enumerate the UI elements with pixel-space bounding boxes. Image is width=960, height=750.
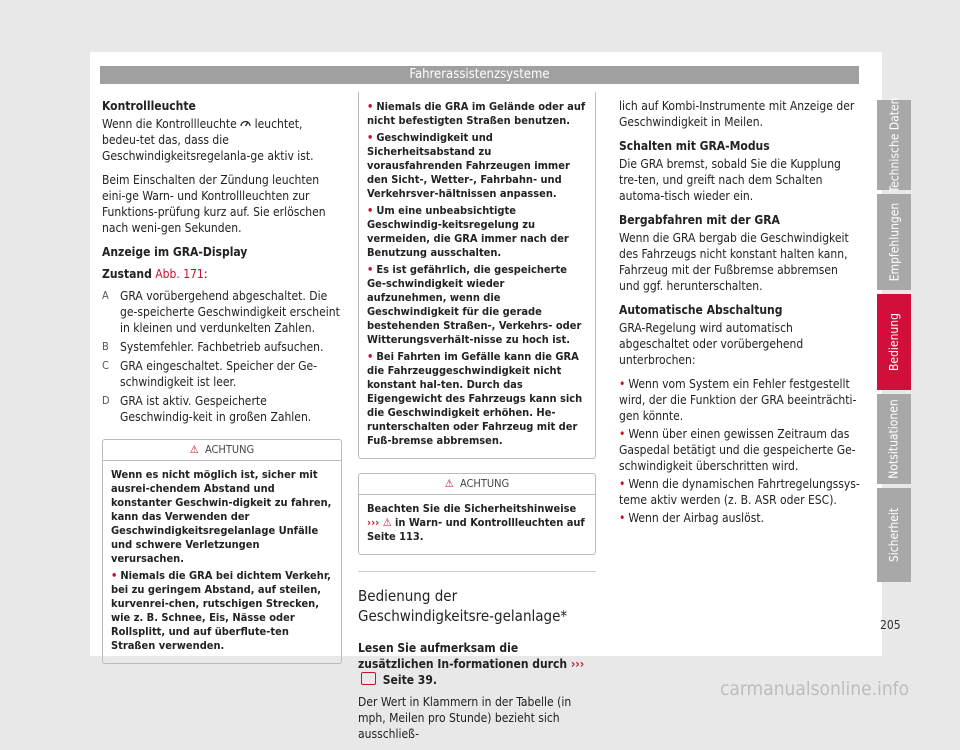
warning-intro: Wenn es nicht möglich ist, sicher mit ausrei-chendem Abstand und konstanter Geschwin-digkeit zu fahren, kann das Verwenden der Geschwindigkeitsregelanlage Unfälle und schwere Verletzungen verursachen. xyxy=(111,468,332,565)
warning-triangle-icon: ⚠ xyxy=(444,477,454,490)
column-3 xyxy=(619,98,861,534)
warning-box-continued xyxy=(358,92,596,459)
bullet-icon: • xyxy=(619,377,626,391)
warning-bullets xyxy=(359,92,595,458)
state-item-b: B Systemfehler. Fachbetrieb aufsuchen. xyxy=(102,340,324,354)
col3-paragraph-1: lich auf Kombi-Instrumente mit Anzeige der Geschwindigkeit in Meilen. xyxy=(619,99,855,129)
kontroll-paragraph-1: Wenn die Kontrollleuchte leuchtet, bedeu-tet das, dass die Geschwindigkeitsregelanla-ge aktiv ist. xyxy=(102,117,314,163)
watermark: carmanualsonline.info xyxy=(720,678,910,700)
col3-paragraph-4: GRA-Regelung wird automatisch abgeschaltet oder vorübergehend unterbrochen: xyxy=(619,321,804,367)
lesen-paragraph: Lesen Sie aufmerksam die zusätzlichen In-formationen durch ››› Seite 39. xyxy=(358,641,585,687)
warning-bullet: • Niemals die GRA im Gelände oder auf nicht befestigten Straßen benutzen. xyxy=(367,100,586,127)
warning-triangle-icon: ⚠ xyxy=(382,516,392,529)
tab-sicherheit[interactable]: Sicherheit xyxy=(877,488,911,582)
column-2 xyxy=(358,98,596,750)
wert-paragraph: Der Wert in Klammern in der Tabelle (in mph, Meilen pro Stunde) bezieht sich ausschließ- xyxy=(358,695,572,741)
section-title: Bedienung der Geschwindigkeitsre-gelanlage* xyxy=(358,587,568,625)
warning-body xyxy=(103,461,341,663)
warning-box-1 xyxy=(102,439,342,664)
page-number: 205 xyxy=(880,618,901,632)
tab-bedienung[interactable]: Bedienung xyxy=(877,294,911,390)
warning-header: ⚠ ACHTUNG xyxy=(359,474,595,495)
kontroll-paragraph-2: Beim Einschalten der Zündung leuchten eini-ge Warn- und Kontrollleuchten zur Funktions-prüfung kurz auf. Sie erlöschen nach weni-gen Sekunden. xyxy=(102,173,326,235)
column-1 xyxy=(102,98,342,664)
kontroll-title: Kontrollleuchte xyxy=(102,99,196,113)
col3-bullet: • Wenn die dynamischen Fahrtregelungssys-teme aktiv werden (z. B. ASR oder ESC). xyxy=(619,477,860,507)
state-item-a: A GRA vorübergehend abgeschaltet. Die ge-speicherte Geschwindigkeit erscheint in kleinen und verdunkelten Zahlen. xyxy=(102,289,340,335)
tab-notsituationen[interactable]: Notsituationen xyxy=(877,394,911,484)
tab-empfehlungen[interactable]: Empfehlungen xyxy=(877,194,911,290)
figure-reference-link[interactable]: Abb. 171 xyxy=(155,267,204,281)
tab-technische-daten[interactable]: Technische Daten xyxy=(877,100,911,190)
page-header: Fahrerassistenzsysteme xyxy=(100,66,859,84)
bergab-title: Bergabfahren mit der GRA xyxy=(619,213,780,227)
warning-bullet: • Geschwindigkeit und Sicherheitsabstand zu vorausfahrenden Fahrzeugen immer den Sicht-, Wetter-, Fahrbahn- und Verkehrsver-hältnissen anpassen. xyxy=(367,131,570,200)
col3-paragraph-2: Die GRA bremst, sobald Sie die Kupplung tre-ten, und greift nach dem Schalten automa-tisch wieder ein. xyxy=(619,157,841,203)
page-reference-link[interactable]: Seite 39. xyxy=(382,673,437,687)
warning-bullet: • Es ist gefährlich, die gespeicherte Ge-schwindigkeit wieder aufzunehmen, wenn die Geschwindigkeit für die gerade bestehenden Straßen-, Verkehrs- oder Witterungsverhält-nisse zu hoch ist. xyxy=(367,263,582,346)
state-list xyxy=(102,288,342,425)
abschaltung-title: Automatische Abschaltung xyxy=(619,303,783,317)
col3-paragraph-3: Wenn die GRA bergab die Geschwindigkeit des Fahrzeugs nicht konstant halten kann, Fahrzeug mit der Fußbremse abbremsen und ggf. herunterschalten. xyxy=(619,231,849,293)
state-item-c: C GRA eingeschaltet. Speicher der Ge-schwindigkeit ist leer. xyxy=(102,359,318,389)
section-divider xyxy=(358,571,596,572)
col3-bullet: • Wenn der Airbag auslöst. xyxy=(619,511,765,525)
zustand-line: Zustand Abb. 171: xyxy=(102,267,208,281)
col3-bullet: • Wenn über einen gewissen Zeitraum das Gaspedal betätigt und die gespeicherte Ge-schwindigkeit überschritten wird. xyxy=(619,427,856,473)
warning-bullet: • Um eine unbeabsichtigte Geschwindig-keitsregelung zu vermeiden, die GRA immer nach der Benutzung ausschalten. xyxy=(367,204,569,259)
state-item-d: D GRA ist aktiv. Gespeicherte Geschwindig-keit in großen Zahlen. xyxy=(102,394,312,424)
bullet-icon: • xyxy=(111,569,118,582)
col3-bullet: • Wenn vom System ein Fehler festgestellt wird, der die Funktion der GRA beeinträchti-gen könnte. xyxy=(619,377,857,423)
warning-box-2 xyxy=(358,473,596,555)
schalten-title: Schalten mit GRA-Modus xyxy=(619,139,770,153)
warning-bullet: • Niemals die GRA bei dichtem Verkehr, bei zu geringem Abstand, auf steilen, kurvenrei-chen, rutschigen Strecken, wie z. B. Schnee, Eis, Nässe oder Rollsplitt, und auf überflute-ten Straßen verwenden. xyxy=(111,569,331,652)
anzeige-title: Anzeige im GRA-Display xyxy=(102,245,248,259)
warning-bullet: • Bei Fahrten im Gefälle kann die GRA die Fahrzeuggeschwindigkeit nicht konstant hal-ten. Durch das Eigengewicht des Fahrzeugs kann sich die Geschwindigkeit erhöhen. He-runterschalten oder Fahrzeug mit der Fuß-bremse abbremsen. xyxy=(367,350,583,447)
book-icon xyxy=(361,672,376,685)
warning-body: Beachten Sie die Sicherheitshinweise ››› ⚠ in Warn- und Kontrollleuchten auf Seite 113. xyxy=(367,502,585,543)
warning-triangle-icon: ⚠ xyxy=(189,443,199,456)
cruise-control-icon xyxy=(240,116,251,132)
warning-header: ⚠ ACHTUNG xyxy=(103,440,341,461)
